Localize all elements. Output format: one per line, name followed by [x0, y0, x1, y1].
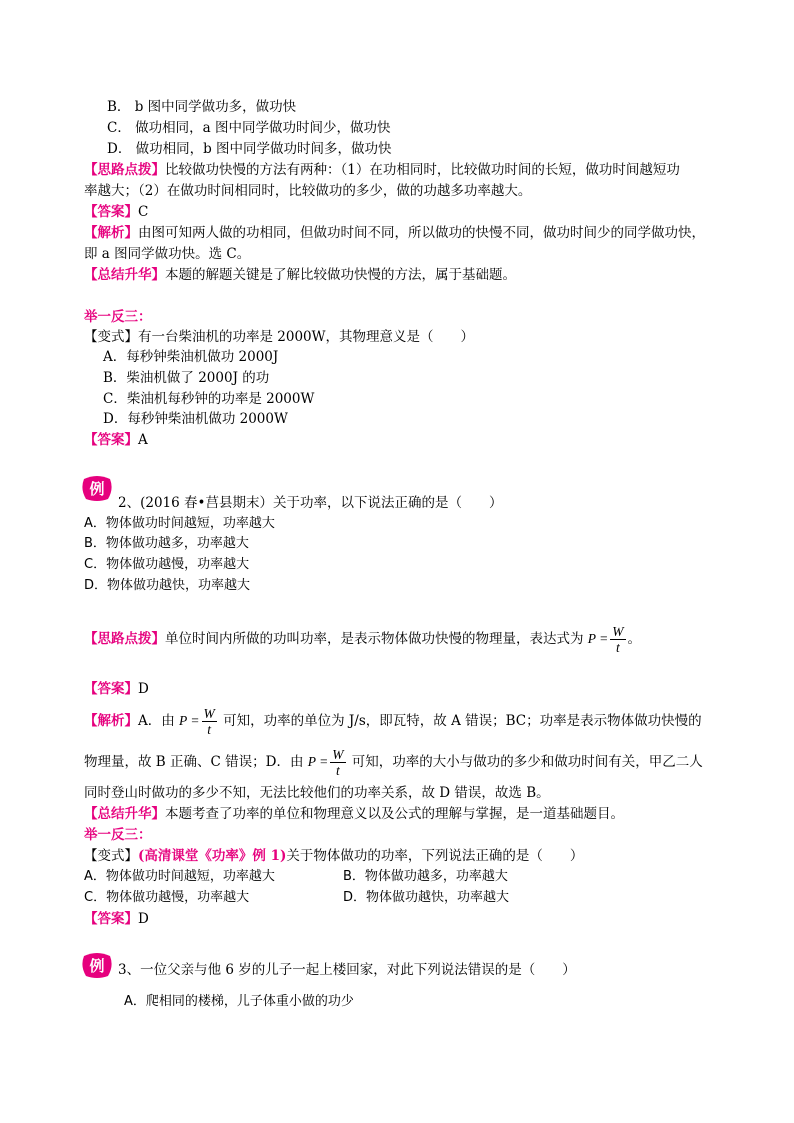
- silu-line-1: [84, 160, 680, 180]
- example2-silu-line: [84, 624, 641, 655]
- formula-fraction-3: [330, 747, 345, 778]
- example2-variant-option-b: B．物体做功越多，功率越大: [343, 869, 508, 884]
- zongjie-text-1: 本题的解题关键是了解比较做功快慢的方法，属于基础题。: [165, 267, 516, 283]
- formula-p: P =: [587, 631, 609, 646]
- jiexi-tag: 【解析】: [84, 225, 138, 241]
- example3-question: 3、一位父亲与他 6 岁的儿子一起上楼回家，对此下列说法错误的是（ ）: [118, 962, 576, 978]
- example2-question: 2、(2016 春•莒县期末）关于功率，以下说法正确的是（ ）: [118, 495, 503, 511]
- example2-bianshi-line: [84, 846, 583, 866]
- example2-variant-answer-tag: 【答案】: [84, 911, 138, 927]
- example2-zongjie-text: 本题考查了功率的单位和物理意义以及公式的理解与掌握，是一道基础题目。: [165, 806, 624, 822]
- answer-tag-2: 【答案】: [84, 432, 138, 448]
- option-b-1: B． b 图中同学做功多，做功快: [107, 99, 297, 115]
- example2-jiexi-1a: A．由: [138, 713, 175, 729]
- example2-variant-option-c: C．物体做功越慢，功率越大: [84, 890, 250, 905]
- jiexi-line-1: [84, 223, 705, 243]
- example2-silu-text: 单位时间内所做的功叫功率，是表示物体做功快慢的物理量，表达式为: [165, 631, 584, 647]
- formula-denominator-2: t: [207, 722, 212, 737]
- formula-fraction: [610, 624, 625, 655]
- formula-p-2: P =: [179, 713, 200, 728]
- example2-jiexi-line-2: [84, 747, 703, 778]
- option-c-2: C．柴油机每秒钟的功率是 2000W: [103, 391, 315, 407]
- jiexi-text-1: 由图可知两人做的功相同，但做功时间不同，所以做功的快慢不同，做功时间少的同学做功快，: [138, 225, 705, 241]
- bianshi-line-1: [84, 327, 474, 347]
- silu-text-1: 比较做功快慢的方法有两种：（1）在功相同时，比较做功时间的长短，做功时间越短功: [165, 162, 680, 178]
- formula-fraction-2: [202, 706, 217, 737]
- zongjie-line-1: [84, 265, 516, 285]
- example2-variant-option-d: D．物体做功越快，功率越大: [343, 890, 510, 905]
- example2-bianshi-text: 关于物体做功的功率，下列说法正确的是（ ）: [286, 848, 584, 864]
- formula-denominator: t: [616, 640, 620, 655]
- example2-variant-option-a: A．物体做功时间越短，功率越大: [84, 869, 275, 884]
- silu-line-2: 率越大；（2）在做功时间相同时，比较做功的多少，做的功越多功率越大。: [84, 183, 532, 199]
- example2-bianshi-tag: 【变式】: [84, 848, 138, 864]
- formula-numerator: W: [612, 624, 624, 639]
- bianshi-text: 有一台柴油机的功率是 2000W，其物理意义是（ ）: [138, 329, 475, 345]
- example2-answer-tag: 【答案】: [84, 681, 138, 697]
- jyfs-heading-2: 举一反三：: [84, 827, 152, 843]
- answer-value-2: A: [138, 432, 148, 448]
- example3-option-a: A．爬相同的楼梯，儿子体重小做的功少: [124, 994, 354, 1009]
- option-b-2: B．柴油机做了 2000J 的功: [103, 370, 270, 386]
- example-badge-label: 例: [89, 480, 105, 498]
- example2-option-d: D．物体做功越快，功率越大: [84, 578, 251, 593]
- answer-tag: 【答案】: [84, 204, 138, 220]
- example2-bianshi-source: (高清课堂《功率》例 1): [138, 848, 287, 864]
- silu-tag: 【思路点拨】: [84, 162, 165, 178]
- bianshi-tag: 【变式】: [84, 329, 138, 345]
- example2-variant-answer-line: [84, 909, 149, 929]
- example2-jiexi-2a: 物理量，故 B 正确、C 错误；D．由: [84, 754, 304, 770]
- answer-line-2: [84, 430, 148, 450]
- example2-option-b: B．物体做功越多，功率越大: [84, 536, 249, 551]
- jyfs-heading-1: 举一反三：: [84, 309, 152, 325]
- option-d-2: D．每秒钟柴油机做功 2000W: [103, 411, 288, 427]
- answer-value: C: [138, 204, 149, 220]
- formula-end: 。: [627, 631, 642, 647]
- example2-option-c: C．物体做功越慢，功率越大: [84, 557, 250, 572]
- zongjie-tag: 【总结升华】: [84, 267, 165, 283]
- example2-jiexi-line-1: [84, 706, 702, 737]
- example2-answer-line: [84, 679, 149, 699]
- example-badge-icon: [80, 475, 114, 503]
- jiexi-line-2: 即 a 图同学做功快。选 C。: [84, 246, 251, 262]
- example2-jiexi-tag: 【解析】: [84, 713, 138, 729]
- example2-jiexi-line-3: 同时登山时做功的多少不知，无法比较他们的功率关系，故 D 错误，故选 B。: [84, 785, 550, 801]
- formula-denominator-3: t: [335, 763, 340, 778]
- option-c-1: C． 做功相同，a 图中同学做功时间少，做功快: [107, 120, 391, 136]
- formula-p-3: P =: [307, 754, 329, 769]
- example2-silu-tag: 【思路点拨】: [84, 631, 165, 647]
- formula-numerator-2: W: [203, 706, 215, 721]
- example-badge-icon-3: [80, 952, 114, 980]
- example2-zongjie-tag: 【总结升华】: [84, 806, 165, 822]
- answer-line-1: [84, 202, 148, 222]
- formula-numerator-3: W: [332, 747, 344, 762]
- option-a-2: A．每秒钟柴油机做功 2000J: [103, 349, 279, 365]
- example2-answer-value: D: [138, 681, 149, 697]
- example2-jiexi-2b: 可知，功率的大小与做功的多少和做功时间有关，甲乙二人: [351, 754, 703, 770]
- example3-badge-label: 例: [89, 957, 105, 975]
- example2-variant-answer-value: D: [138, 911, 149, 927]
- example2-zongjie-line: [84, 804, 624, 824]
- example2-option-a: A．物体做功时间越短，功率越大: [84, 516, 275, 531]
- example2-jiexi-1b: 可知，功率的单位为 J/s，即瓦特，故 A 错误；BC；功率是表示物体做功快慢的: [223, 713, 702, 729]
- option-d-1: D． 做功相同，b 图中同学做功时间多，做功快: [107, 141, 392, 157]
